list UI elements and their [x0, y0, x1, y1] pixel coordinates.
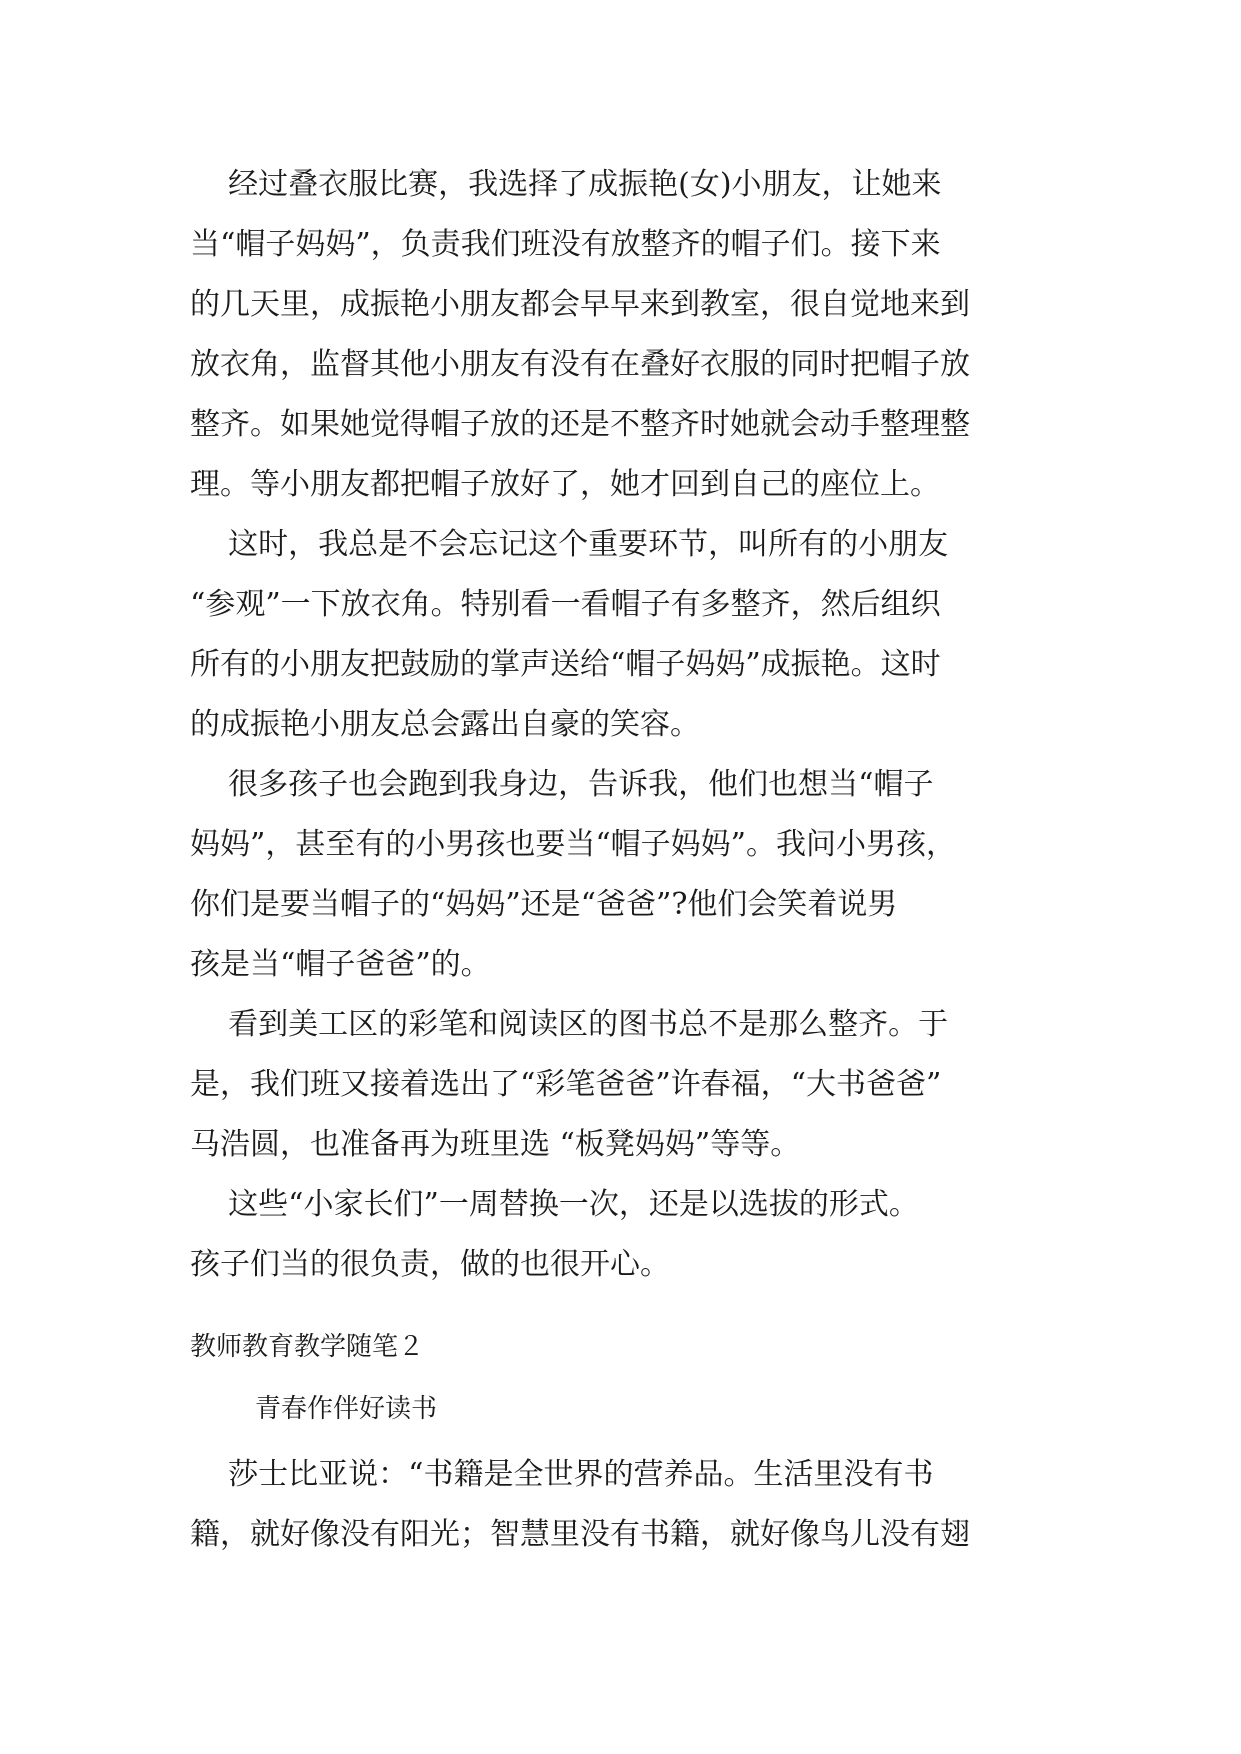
paragraph-line: 所有的小朋友把鼓励的掌声送给“帽子妈妈”成振艳。这时: [190, 647, 941, 682]
paragraph-line: 整齐。如果她觉得帽子放的还是不整齐时她就会动手整理整: [190, 407, 970, 442]
paragraph-line: 这时，我总是不会忘记这个重要环节，叫所有的小朋友: [190, 527, 949, 562]
paragraph-line: 莎士比亚说：“书籍是全世界的营养品。生活里没有书: [190, 1457, 934, 1492]
paragraph-line: 放衣角，监督其他小朋友有没有在叠好衣服的同时把帽子放: [190, 347, 970, 382]
paragraph-line: 当“帽子妈妈”，负责我们班没有放整齐的帽子们。接下来: [190, 227, 941, 262]
section-subtitle: 青春作伴好读书: [255, 1394, 438, 1424]
paragraph-line: 这些“小家长们”一周替换一次，还是以选拔的形式。: [190, 1187, 919, 1222]
paragraph-line: 的成振艳小朋友总会露出自豪的笑容。: [190, 707, 700, 742]
paragraph-line: 是，我们班又接着选出了“彩笔爸爸”许春福，“大书爸爸”: [190, 1067, 942, 1102]
paragraph-line: “参观”一下放衣角。特别看一看帽子有多整齐，然后组织: [190, 587, 941, 622]
paragraph-line: 孩子们当的很负责，做的也很开心。: [190, 1247, 670, 1282]
paragraph-line: 很多孩子也会跑到我身边，告诉我，他们也想当“帽子: [190, 767, 934, 802]
paragraph-line: 的几天里，成振艳小朋友都会早早来到教室，很自觉地来到: [190, 287, 970, 322]
paragraph-line: 你们是要当帽子的“妈妈”还是“爸爸”?他们会笑着说男: [190, 887, 898, 922]
paragraph-line: 妈妈”，甚至有的小男孩也要当“帽子妈妈”。我问小男孩，: [190, 827, 957, 862]
paragraph-line: 理。等小朋友都把帽子放好了，她才回到自己的座位上。: [190, 467, 940, 502]
paragraph-line: 马浩圆，也准备再为班里选 “板凳妈妈”等等。: [190, 1127, 801, 1162]
paragraph-line: 经过叠衣服比赛，我选择了成振艳(女)小朋友，让她来: [190, 167, 942, 202]
paragraph-line: 孩是当“帽子爸爸”的。: [190, 947, 491, 982]
paragraph-line: 籍，就好像没有阳光；智慧里没有书籍，就好像鸟儿没有翅: [190, 1517, 970, 1552]
paragraph-line: 看到美工区的彩笔和阅读区的图书总不是那么整齐。于: [190, 1007, 949, 1042]
section-heading: 教师教育教学随笔２: [190, 1332, 425, 1362]
